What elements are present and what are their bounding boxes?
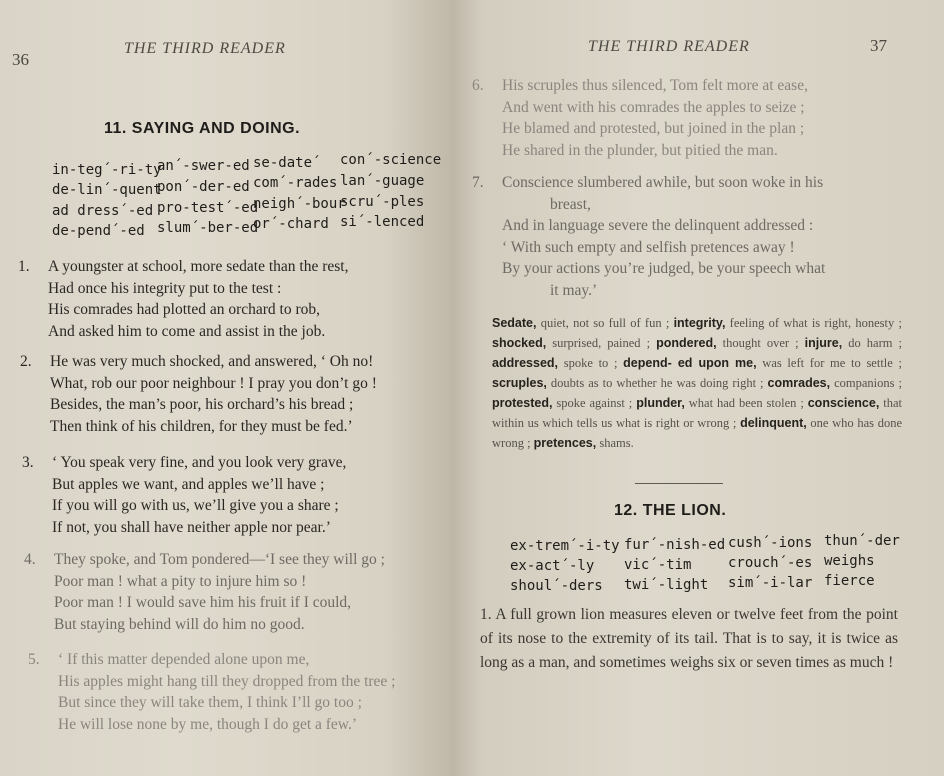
glossary-definition: one who has done wrong ; (492, 416, 902, 450)
glossary-entry (492, 336, 656, 350)
stanza-number: 3. (22, 454, 34, 471)
glossary-entry (492, 396, 636, 410)
stanza-number: 4. (24, 551, 36, 568)
verse-line: it may.’ (550, 281, 598, 299)
vocab-word: scru´-ples (340, 194, 425, 210)
glossary-definition: was left for me to settle ; (756, 356, 902, 370)
glossary-term: integrity, (673, 316, 726, 330)
vocab-word: pon´-der-ed (157, 179, 250, 195)
vocab-word: vic´-tim (624, 557, 692, 573)
glossary-definition: companions ; (830, 376, 902, 390)
vocab-word: or´-chard (253, 216, 329, 232)
vocab-word: se-date´ (253, 155, 321, 171)
verse-line: Besides, the man’s poor, his orchard’s his bread ; (50, 396, 354, 413)
glossary-definition: quiet, not so full of fun ; (536, 316, 674, 330)
verse-line: But staying behind will do him no good. (54, 615, 305, 633)
verse-line: He shared in the plunder, but pitied the man. (502, 141, 778, 159)
vocab-word: ad dress´-ed (52, 203, 154, 219)
glossary-entry (623, 356, 902, 370)
glossary-definition: do harm ; (842, 336, 902, 350)
glossary-entry (492, 356, 623, 370)
glossary-term: addressed, (492, 356, 559, 370)
verse-line: But since they will take them, I think I’ll go too ; (58, 694, 362, 711)
running-head: THE THIRD READER (124, 40, 286, 57)
verse-line: By your actions you’re judged, be your speech what (502, 260, 826, 277)
glossary-definition: thought over ; (716, 336, 805, 350)
verse-line: A youngster at school, more sedate than the rest, (48, 258, 349, 275)
vocab-word: con´-science (340, 152, 442, 168)
glossary-definition: shams. (596, 436, 634, 450)
glossary-term: conscience, (807, 396, 880, 410)
stanza-number: 1. (18, 258, 30, 275)
glossary-definition: spoke to ; (558, 356, 624, 370)
verse-line: ‘ With such empty and selfish pretences away ! (502, 238, 795, 256)
vocab-word: sim´-i-lar (728, 575, 813, 591)
stanza-1 (18, 256, 349, 342)
verse-line: Conscience slumbered awhile, but soon woke in his (502, 174, 824, 191)
verse-line: He will lose none by me, though I do get a few.’ (58, 715, 358, 733)
glossary-entry (492, 316, 674, 330)
verse-line: If not, you shall have neither apple nor pear.’ (52, 518, 331, 536)
glossary-term: Sedate, (492, 316, 537, 330)
verse-line: And asked him to come and assist in the job. (48, 322, 326, 340)
verse-line: They spoke, and Tom pondered—‘I see they will go ; (54, 551, 385, 568)
running-head: THE THIRD READER (588, 38, 750, 55)
glossary-entry (492, 376, 768, 390)
vocab-word: de-pend´-ed (52, 223, 145, 239)
glossary-term: plunder, (636, 396, 685, 410)
stanza-number: 5. (28, 651, 40, 668)
verse-line: breast, (550, 195, 591, 213)
verse-line: His comrades had plotted an orchard to rob, (48, 301, 321, 318)
verse-line: Poor man ! I would save him his fruit if I could, (54, 594, 352, 611)
vocab-word: de-lin´-quent (52, 182, 162, 198)
vocab-word: shoul´-ders (510, 578, 603, 594)
vocab-word: ex-trem´-i-ty (510, 538, 620, 554)
verse-line: But apples we want, and apples we’ll have ; (52, 475, 325, 493)
glossary-term: comrades, (767, 376, 831, 390)
glossary-term: injure, (804, 336, 843, 350)
vocab-word: pro-test´-ed (157, 200, 259, 216)
vocab-word: com´-rades (253, 175, 338, 191)
lesson-title: 11. SAYING AND DOING. (104, 120, 301, 137)
glossary-term: protested, (492, 396, 553, 410)
glossary-entry (674, 316, 902, 330)
verse-line: He was very much shocked, and answered, ‘ Oh no! (50, 353, 374, 370)
verse-line: What, rob our poor neighbour ! I pray you don’t go ! (50, 374, 377, 392)
section-divider (635, 483, 723, 484)
lesson-paragraph: 1. A full grown lion measures eleven or twelve feet from the point of its nose to the extremity of its tail. That is to say, it is twice as long as a man, and sometimes weighs six or seven times as much ! (480, 606, 898, 671)
vocab-word: lan´-guage (340, 173, 425, 189)
glossary-term: depend- ed upon me, (623, 356, 757, 370)
vocab-word: an´-swer-ed (157, 158, 250, 174)
glossary-definition: what had been stolen ; (684, 396, 808, 410)
page-number: 36 (12, 50, 29, 69)
verse-line: Had once his integrity put to the test : (48, 279, 282, 297)
vocab-word: cush´-ions (728, 535, 813, 551)
glossary-definition: surprised, pained ; (546, 336, 657, 350)
verse-line: Poor man ! what a pity to injure him so ! (54, 572, 307, 590)
glossary-entry (636, 396, 808, 410)
stanza-3 (22, 452, 347, 538)
verse-line: His scruples thus silenced, Tom felt more at ease, (502, 77, 808, 94)
glossary-definition: feeling of what is right, honesty ; (725, 316, 902, 330)
glossary-entry (768, 376, 902, 390)
glossary-definition: that within us which tells us what is right or wrong ; (492, 396, 902, 430)
vocab-word: si´-lenced (340, 214, 425, 230)
vocab-word: crouch´-es (728, 555, 813, 571)
verse-line: If you will go with us, we’ll give you a share ; (52, 497, 339, 514)
stanza-5 (28, 649, 396, 735)
verse-line: His apples might hang till they dropped from the tree ; (58, 672, 396, 690)
vocab-word: slum´-ber-ed (157, 220, 259, 236)
glossary-term: scruples, (492, 376, 547, 390)
stanza-7 (472, 172, 826, 301)
verse-line: Then think of his children, for they must be fed.’ (50, 417, 353, 435)
verse-line: ‘ You speak very fine, and you look very grave, (52, 454, 347, 471)
verse-line: ‘ If this matter depended alone upon me, (58, 651, 310, 668)
glossary-entry (656, 336, 805, 350)
vocab-word: neigh´-bour (253, 196, 346, 212)
verse-line: And in language severe the delinquent addressed : (502, 217, 814, 234)
left-page (0, 0, 452, 776)
vocab-word: in-teg´-ri-ty (52, 162, 162, 178)
page-number: 37 (870, 36, 887, 55)
glossary-entry (805, 336, 902, 350)
right-page (452, 0, 944, 776)
glossary-term: delinquent, (740, 416, 807, 430)
glossary-term: shocked, (492, 336, 547, 350)
vocab-word: weighs (824, 553, 875, 569)
lesson-title: 12. THE LION. (614, 502, 727, 519)
stanza-4 (24, 549, 385, 635)
glossary (492, 313, 902, 453)
stanza-2 (20, 351, 377, 437)
glossary-term: pretences, (533, 436, 597, 450)
glossary-definition: doubts as to whether he was doing right ; (546, 376, 768, 390)
stanza-number: 7. (472, 174, 484, 191)
verse-line: He blamed and protested, but joined in the plan ; (502, 120, 805, 137)
vocab-word: thun´-der (824, 533, 900, 549)
vocab-word: ex-act´-ly (510, 558, 595, 574)
vocab-word: fierce (824, 573, 875, 589)
stanza-number: 6. (472, 77, 484, 94)
stanza-6 (472, 75, 808, 161)
verse-line: And went with his comrades the apples to seize ; (502, 98, 805, 116)
stanza-number: 2. (20, 353, 32, 370)
vocab-word: fur´-nish-ed (624, 537, 726, 553)
vocab-word: twi´-light (624, 577, 709, 593)
glossary-entry (534, 436, 634, 450)
glossary-definition: spoke against ; (552, 396, 637, 410)
glossary-term: pondered, (656, 336, 717, 350)
